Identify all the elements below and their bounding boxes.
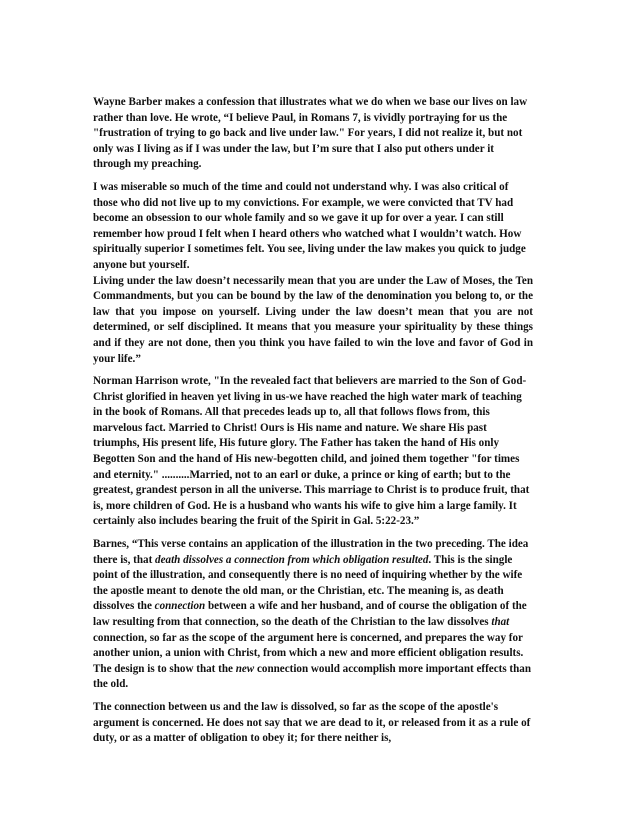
emphasis-run: connection [154,600,206,613]
text-run: Living under the law doesn’t necessarily mean that you are under the Law of Moses, the Ten Commandments, but you can be bound by the law of the denomination you belong to, or the law that you impose on yourself. Living under the law doesn’t mean that you are not determined, or self disciplined. It means that you measure your spirituality by these things and if they are not done, then you think you have failed to win the love and favor of God in your life.” [93,274,533,365]
paragraph-barnes [93,537,533,693]
text-run: . This is the single point of the illustration, and consequently there is no need of inquiring whether by the wife the apostle meant to denote the old man, or the Christian, etc. The meaning is, as death dissolves the [93,553,523,613]
text-run: connection would accomplish more important effects than the old. [93,662,532,691]
paragraph-norman-harrison [93,374,533,530]
text-run: connection, so far as the scope of the argument here is concerned, and prepares the way for another union, a union with Christ, from which a new and more efficient obligation results. The design is to show that the [93,631,524,675]
text-run: The connection between us and the law is dissolved, so far as the scope of the apostle's argument is concerned. He does not say that we are dead to it, or released from it as a rule of duty, or as a matter of obligation to obey it; for there neither is, [93,700,531,745]
paragraph-barber-confession [93,95,533,173]
text-run: Norman Harrison wrote, "In the revealed fact that believers are married to the Son of God-Christ glorified in heaven yet living in us-we have reached the high water mark of teaching in the book of Romans. All that precedes leads up to, all that follows flows from, this marvelous fact. Married to Christ! Ours is His name and nature. We share His past triumphs, His present life, His future glory. The Father has taken the hand of His only Begotten Son and the hand of His new-begotten child, and joined them together "for times and eternity." ..........Married, not to an earl or duke, a prince or king of earth; but to the greatest, grandest person in all the universe. This marriage to Christ is to produce fruit, that is, more children of God. He is a husband who wants his wife to give him a large family. It certainly also includes bearing the fruit of the Spirit in Gal. 5:22-23.” [93,375,530,528]
text-run: between a wife and her husband, and of course the obligation of the law resulting from that connection, so the death of the Christian to the law dissolves [93,600,527,628]
emphasis-run: death dissolves a connection from which obligation resulted [155,553,429,566]
paragraph-miserable [93,180,533,274]
text-run: I was miserable so much of the time and could not understand why. I was also critical of those who did not live up to my convictions. For example, we were convicted that TV had become an obsession to our whole family and so we gave it up for over a year. I can still remember how proud I felt when I heard others who watched what I wouldn’t watch. How spiritually superior I sometimes felt. You see, living under the law makes you quick to judge anyone but yourself. [93,180,526,271]
text-run: Wayne Barber makes a confession that illustrates what we do when we base our lives on law rather than love. He wrote, “I believe Paul, in Romans 7, is vividly portraying for us the "frustration of trying to go back and live under law." For years, I did not realize it, but not only was I living as if I was under the law, but I’m sure that I also put others under it through my preaching. [93,96,528,171]
paragraph-living-under-law [93,274,533,368]
paragraph-connection-dissolved [93,700,533,747]
text-run: Barnes, “This verse contains an application of the illustration in the two preceding. The idea there is, that [93,538,529,566]
document-page [93,95,533,754]
emphasis-run: that [491,616,510,628]
emphasis-run: new [235,662,255,675]
